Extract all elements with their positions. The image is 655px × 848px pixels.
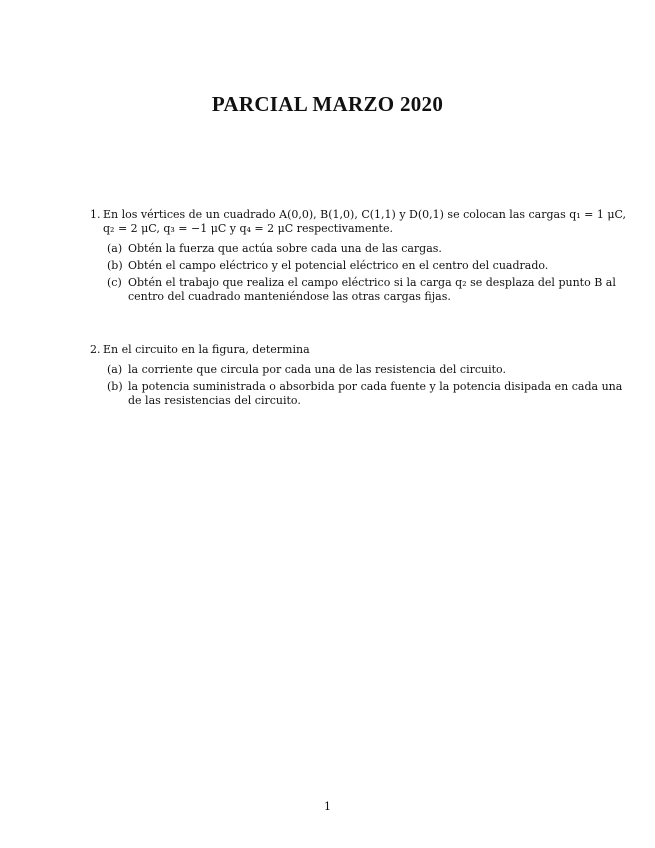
question-items	[107, 363, 630, 408]
item-label: (b)	[107, 259, 123, 272]
item-text: Obtén la fuerza que actúa sobre cada una de las cargas.	[128, 242, 442, 255]
question-item	[107, 242, 630, 256]
item-label: (c)	[107, 276, 122, 289]
question-text: En los vértices de un cuadrado A(0,0), B(1,0), C(1,1) y D(0,1) se colocan las cargas q₁ = 1 μC, q₂ = 2 μC, q₃ = −1 μC y q₄ = 2 μC respectivamente.	[103, 208, 627, 235]
question-text: En el circuito en la figura, determina	[103, 343, 310, 356]
item-text: Obtén el campo eléctrico y el potencial eléctrico en el centro del cuadrado.	[128, 259, 549, 272]
question-items	[107, 242, 630, 304]
question-number: 1.	[90, 208, 101, 221]
item-label: (b)	[107, 380, 123, 393]
question-item	[107, 380, 630, 408]
item-text: la corriente que circula por cada una de las resistencia del circuito.	[128, 363, 506, 376]
page-number: 1	[324, 800, 331, 813]
question-2	[90, 343, 630, 411]
page-title: PARCIAL MARZO 2020	[211, 92, 444, 116]
question-item	[107, 363, 630, 377]
item-label: (a)	[107, 242, 123, 255]
question-number: 2.	[90, 343, 101, 356]
question-1	[90, 208, 630, 307]
item-text: Obtén el trabajo que realiza el campo eléctrico si la carga q₂ se desplaza del punto B al centro del cuadrado manteniéndose las otras cargas fijas.	[128, 276, 616, 303]
question-item	[107, 259, 630, 273]
item-label: (a)	[107, 363, 123, 376]
question-item	[107, 276, 630, 304]
item-text: la potencia suministrada o absorbida por cada fuente y la potencia disipada en cada una de las resistencias del circuito.	[128, 380, 623, 407]
